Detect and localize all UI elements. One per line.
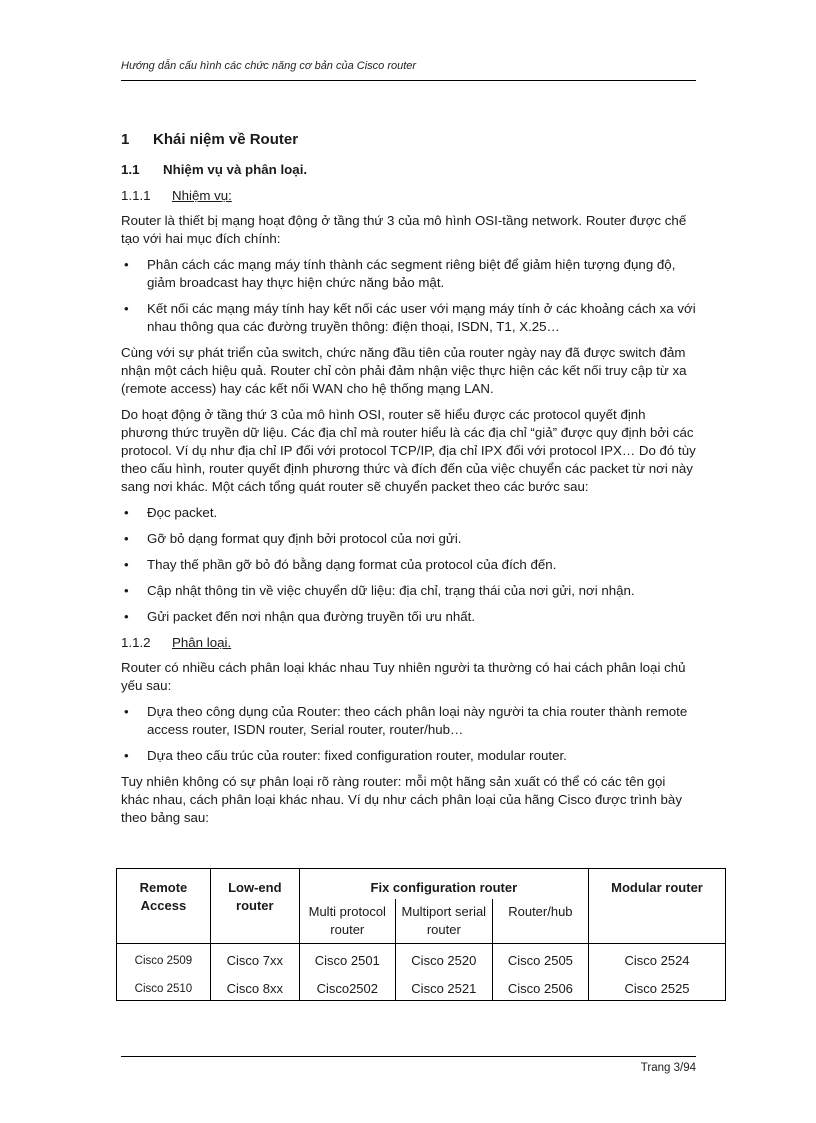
paragraph-switch: Cùng với sự phát triển của switch, chức năng đầu tiên của router ngày nay đã được switch đảm nhận một cách hiệu quả. Router chỉ còn phải đảm nhận việc thực hiện các kết nối truy cập từ xa (remote access) hay các kết nối WAN cho hệ thống mạng LAN.: [121, 345, 687, 396]
section-number: 1.1: [121, 162, 140, 177]
section-number: 1.1.1: [121, 188, 151, 203]
table-cell: Cisco 2506: [492, 974, 588, 1001]
purpose-list: [121, 256, 696, 336]
list-item: • Dựa theo cấu trúc của router: fixed configuration router, modular router.: [121, 747, 696, 765]
header-remote-access: Remote Access: [117, 869, 211, 944]
running-header: Hướng dẫn cấu hình các chức năng cơ bản của Cisco router: [121, 60, 417, 72]
list-item: • Dựa theo công dụng của Router: theo cách phân loại này người ta chia router thành remote access router, ISDN router, Serial router, router/hub…: [121, 703, 696, 739]
table-row: [117, 944, 726, 975]
list-item: • Gỡ bỏ dạng format quy định bởi protocol của nơi gửi.: [121, 530, 696, 548]
section-heading-1-1: [121, 161, 696, 179]
header-fix-config: Fix configuration router: [299, 869, 588, 900]
table-cell: Cisco 2524: [589, 944, 726, 975]
header-low-end: Low-end router: [210, 869, 299, 944]
subheader-multi-protocol: Multi protocol router: [299, 899, 395, 944]
classification-list: [121, 703, 696, 765]
list-item: • Cập nhật thông tin về việc chuyển dữ liệu: địa chỉ, trạng thái của nơi gửi, nơi nhận.: [121, 582, 696, 600]
page-number: Trang 3/94: [640, 1062, 696, 1074]
table-cell: Cisco 2510: [117, 974, 211, 1001]
table-cell: Cisco 2509: [117, 944, 211, 975]
main-content: [121, 131, 696, 835]
paragraph-classification: Router có nhiều cách phân loại khác nhau Tuy nhiên người ta thường có hai cách phân loại chủ yếu sau:: [121, 660, 686, 693]
section-title: Phân loại.: [172, 635, 232, 650]
section-title: Nhiệm vụ và phân loại.: [163, 162, 308, 177]
list-item: • Phân cách các mạng máy tính thành các segment riêng biệt để giảm hiện tượng đụng độ, giảm broadcast hay thực hiện chức năng bảo mật.: [121, 256, 696, 292]
header-rule: [121, 80, 696, 81]
subheader-multiport-serial: Multiport serial router: [395, 899, 492, 944]
table-cell: Cisco 2525: [589, 974, 726, 1001]
steps-list: [121, 504, 696, 626]
table-cell: Cisco 2520: [395, 944, 492, 975]
section-heading-1-1-2: [121, 634, 696, 652]
table-header-row: [117, 869, 726, 900]
section-title: Khái niệm về Router: [153, 131, 299, 148]
paragraph-osi: Do hoạt động ở tầng thứ 3 của mô hình OSI, router sẽ hiểu được các protocol quyết định phương thức truyền dữ liệu. Các địa chỉ mà router hiểu là các địa chỉ “giả” được quy định bởi các protocol. Ví dụ như địa chỉ IP đối với protocol TCP/IP, địa chỉ IPX đối với protocol IPX… Do đó tùy theo cấu hình, router quyết định phương thức và đích đến của việc chuyển các packet từ nơi này sang nơi khác. Một cách tổng quát router sẽ chuyển packet theo các bước sau:: [121, 407, 696, 494]
header-modular: Modular router: [589, 869, 726, 944]
table-cell: Cisco2502: [299, 974, 395, 1001]
table-cell: Cisco 2505: [492, 944, 588, 975]
list-item: • Thay thế phần gỡ bỏ đó bằng dạng format của protocol của đích đến.: [121, 556, 696, 574]
table-cell: Cisco 7xx: [210, 944, 299, 975]
list-item: • Kết nối các mạng máy tính hay kết nối các user với mạng máy tính ở các khoảng cách xa với nhau thông qua các đường truyền thông: điện thoại, ISDN, T1, X.25…: [121, 300, 696, 336]
section-title: Nhiệm vụ:: [172, 188, 232, 203]
section-heading-1: [121, 131, 696, 149]
table-cell: Cisco 2501: [299, 944, 395, 975]
section-number: 1.1.2: [121, 635, 151, 650]
router-classification-table: [116, 868, 726, 1001]
table-cell: Cisco 8xx: [210, 974, 299, 1001]
list-item: • Gửi packet đến nơi nhận qua đường truyền tối ưu nhất.: [121, 608, 696, 626]
list-item: • Đọc packet.: [121, 504, 696, 522]
paragraph-intro: Router là thiết bị mạng hoạt động ở tầng thứ 3 của mô hình OSI-tầng network. Router được chế tạo với hai mục đích chính:: [121, 213, 687, 246]
paragraph-cisco: Tuy nhiên không có sự phân loại rõ ràng router: mỗi một hãng sản xuất có thể có các tên gọi khác nhau, cách phân loại khác nhau. Ví dụ như cách phân loại của hãng Cisco được trình bày theo bảng sau:: [121, 774, 682, 825]
subheader-router-hub: Router/hub: [492, 899, 588, 944]
table-row: [117, 974, 726, 1001]
section-heading-1-1-1: [121, 187, 696, 205]
footer-rule: [121, 1056, 696, 1057]
table-cell: Cisco 2521: [395, 974, 492, 1001]
section-number: 1: [121, 131, 130, 148]
